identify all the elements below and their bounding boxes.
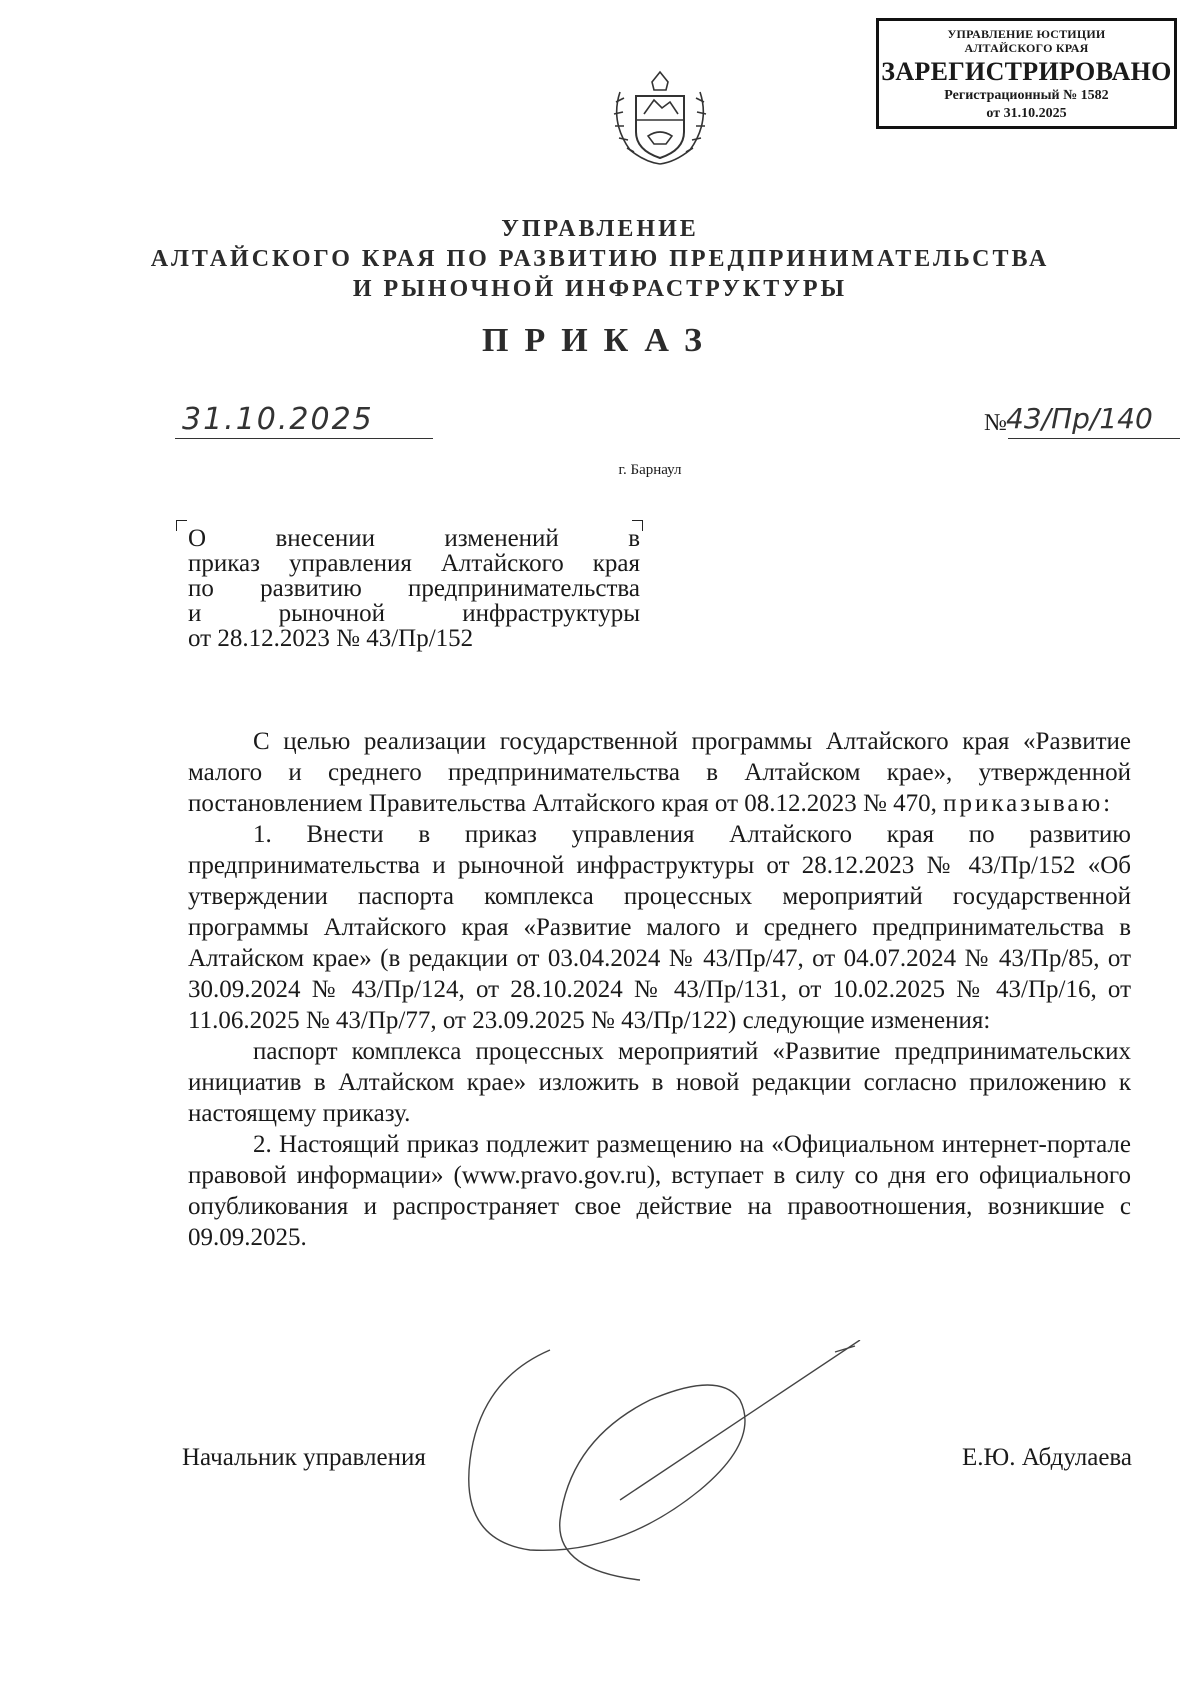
subject-line4: и рыночной инфраструктуры bbox=[188, 600, 640, 627]
date-underline bbox=[175, 438, 433, 439]
handwritten-signature bbox=[440, 1340, 910, 1590]
number-sign: № bbox=[984, 410, 1007, 436]
order-word: приказываю: bbox=[943, 790, 1114, 817]
subject-line3: по развитию предпринимательства bbox=[188, 575, 640, 602]
item-2: 2. Настоящий приказ подлежит размещению на «Официальном интернет-портале правовой информации» (www.pravo.gov.ru), вступает в силу со дня его официального опубликования и распространяет свое действие на правоотношения, возникшие с 09.09.2025. bbox=[188, 1131, 1131, 1251]
signatory-position: Начальник управления bbox=[182, 1444, 426, 1471]
registration-stamp bbox=[876, 18, 1177, 129]
stamp-reg-date: от 31.10.2025 bbox=[986, 106, 1067, 121]
city: г. Барнаул bbox=[618, 462, 682, 478]
stamp-status: ЗАРЕГИСТРИРОВАНО bbox=[881, 57, 1172, 86]
signatory-name: Е.Ю. Абдулаева bbox=[962, 1444, 1132, 1471]
order-body bbox=[188, 726, 1131, 1253]
header-line2: АЛТАЙСКОГО КРАЯ ПО РАЗВИТИЮ ПРЕДПРИНИМАТЕЛЬСТВА bbox=[150, 246, 1050, 272]
preamble-text: С целью реализации государственной программы Алтайского края «Развитие малого и среднего предпринимательства в Алтайском крае», утвержденной постановлением Правительства Алтайского края от 08.12.2023 № 470, bbox=[188, 728, 1131, 817]
subject-line5: от 28.12.2023 № 43/Пр/152 bbox=[188, 625, 474, 652]
document-type: ПРИКАЗ bbox=[482, 322, 718, 359]
subject-line2: приказ управления Алтайского края bbox=[188, 550, 640, 577]
item-1-detail: паспорт комплекса процессных мероприятий «Развитие предпринимательских инициатив в Алтайском крае» изложить в новой редакции согласно приложению к настоящему приказу. bbox=[188, 1038, 1131, 1127]
order-number: 43/Пр/140 bbox=[1006, 402, 1153, 435]
header-line1: УПРАВЛЕНИЕ bbox=[501, 216, 699, 242]
stamp-line2: АЛТАЙСКОГО КРАЯ bbox=[964, 41, 1089, 55]
stamp-line1: УПРАВЛЕНИЕ ЮСТИЦИИ bbox=[947, 27, 1106, 41]
order-date: 31.10.2025 bbox=[182, 402, 374, 437]
order-subject bbox=[188, 526, 640, 651]
item-1: 1. Внести в приказ управления Алтайского края по развитию предпринимательства и рыночной инфраструктуры от 28.12.2023 № 43/Пр/152 «Об утверждении паспорта комплекса процессных мероприятий государственной программы Алтайского края «Развитие малого и среднего предпринимательства в Алтайском крае» (в редакции от 03.04.2024 № 43/Пр/47, от 04.07.2024 № 43/Пр/85, от 30.09.2024 № 43/Пр/124, от 28.10.2024 № 43/Пр/131, от 10.02.2025 № 43/Пр/16, от 11.06.2025 № 43/Пр/77, от 23.09.2025 № 43/Пр/122) следующие изменения: bbox=[188, 821, 1131, 1034]
preamble-paragraph bbox=[188, 726, 1131, 819]
header-line3: И РЫНОЧНОЙ ИНФРАСТРУКТУРЫ bbox=[352, 276, 848, 302]
subject-line1: О внесении изменений в bbox=[188, 525, 640, 552]
number-underline bbox=[1008, 438, 1180, 439]
stamp-reg-number: Регистрационный № 1582 bbox=[944, 88, 1109, 103]
subject-bracket-left bbox=[176, 520, 187, 531]
coat-of-arms-icon bbox=[600, 62, 720, 172]
